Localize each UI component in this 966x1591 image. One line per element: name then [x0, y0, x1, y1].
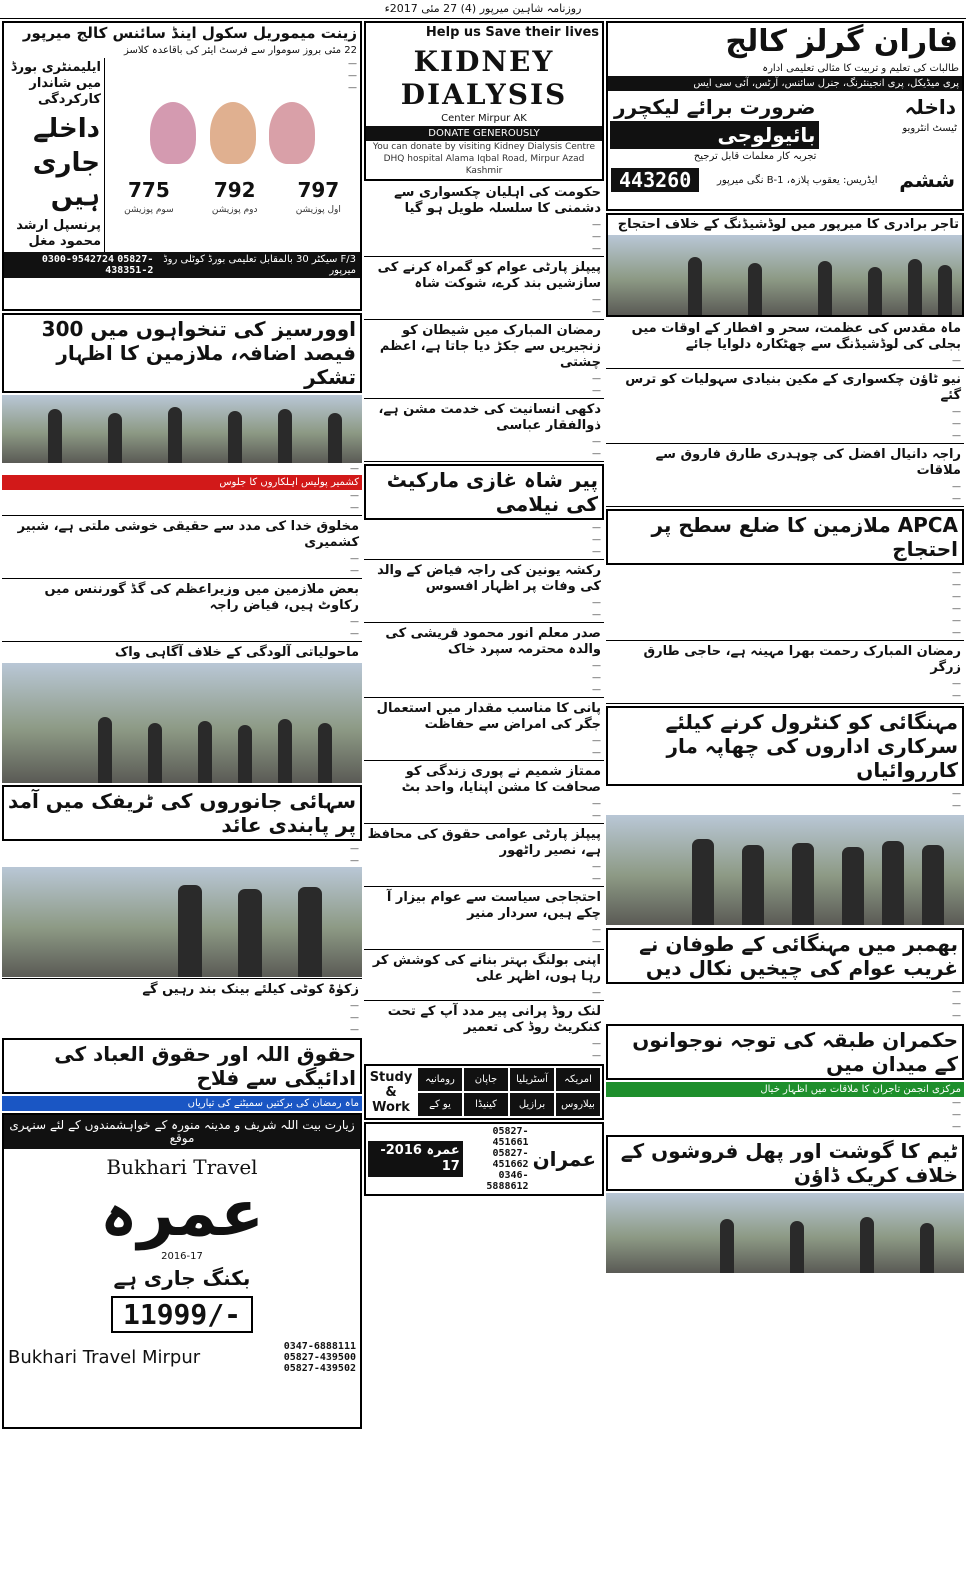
umrah-footer: Bukhari Travel Mirpur	[8, 1347, 201, 1368]
kidney-dialysis-ad	[364, 21, 604, 181]
zinat-college-ad: زینت میموریل سکول اینڈ سائنس کالج میرپور 22 مئی بروز سوموار سے فرسٹ ایئر کی باقاعدہ کلاسز — — — 797 اول پوزیشن 792 دوم پوزیشن 775 سوم پوزیشن ایلیمنٹری بورڈ میں شاندار کارکردگی داخلے جاری ہیں پرنسپل ارشد محمود مغل F/3 سیکٹر 30 بالمقابل تعلیمی بورڈ کوٹلی روڈ میرپور 0300-9542724 05827-438351-2	[2, 21, 362, 311]
faran-title: فاران گرلز کالج	[725, 24, 958, 59]
imran-umrah: عمرہ 2016-17	[368, 1141, 463, 1177]
zinat-address: F/3 سیکٹر 30 بالمقابل تعلیمی بورڈ کوٹلی روڈ میرپور	[163, 254, 356, 276]
right-news-4: رمضان المبارک رحمت بھرا مہینہ ہے، حاجی طارق زرگر	[643, 644, 961, 675]
bhimber-banner	[606, 928, 964, 984]
meeting-photo	[606, 815, 964, 925]
faran-phone: 443260	[611, 168, 699, 192]
umrah-price: 11999/-	[111, 1296, 253, 1333]
animals-banner	[2, 785, 362, 841]
huquq-banner	[2, 1038, 362, 1094]
left-news-1: مخلوق خدا کی مدد سے حقیقی خوشی ملتی ہے، شبیر کشمیری	[17, 519, 359, 550]
animals-headline: سہائی جانوروں کی ٹریفک میں آمد پر پابندی عائد	[8, 789, 356, 837]
mid-news-8: ممتاز شمیم نے پوری زندگی کو صحافت کا مشن اپنایا، واحد بٹ	[401, 764, 601, 795]
faran-subject: بائیولوجی	[610, 121, 819, 149]
country-8: یو کے	[418, 1093, 462, 1116]
country-2: آسٹریلیا	[510, 1068, 554, 1091]
middle-column: Help us Save their lives KIDNEY DIALYSIS Center Mirpur AK DONATE GENEROUSLY You can donate by visiting Kidney Dialysis Centre DHQ hospital Alama Iqbal Road, Mirpur Azad Kashmir حکومت کی اہلیان چکسواری سے دشمنی کا سلسلہ طویل ہو گیا — — — پیپلز پارٹی عوام کو گمراہ کرنے کی سازشیں بند کرے، شوکت شاہ — — رمضان المبارک میں شیطان کو زنجیریں سے جکڑ دیا جاتا ہے، اعظم چشتی — — دکھی انسانیت کی خدمت مشن ہے، ذوالفقار عباسی — — پیر شاہ غازی مارکیٹ کی نیلامی — — — رکشہ یونین کی راجہ فیاض کے والد کی وفات پر اظہار افسوس — — صدر معلم انور محمود قریشی کی والدہ محترمہ سپرد خاک — — — پانی کا مناسب مقدار میں استعمال جگر کی امراض سے حفاظت — — ممتاز شمیم نے پوری زندگی کو صحافت کا مشن اپنایا، واحد بٹ — — پیپلز پارٹی عوامی حقوق کی محافظ ہے، نصیر راٹھور — — احتجاجی سیاست سے عوام بیزار آ چکے ہیں، سردار منیر — — اپنی بولنگ بہتر بنانے کی کوشش کر رہا ہوں، اظہر علی — لنک روڈ پرانی پیر مدد آپ کے تحت کنکریٹ روڈ کی تعمیر — — امریکہ آسٹریلیا جاپان رومانیہ بیلاروس برازیل کینیڈا یو کے Study & Work عمران 05827-451661 05827-451662 0346-5888612 عمرہ 2016-17	[364, 19, 604, 1591]
umrah-agency: Bukhari Travel	[106, 1155, 258, 1179]
faran-wanted: ضرورت برائے لیکچرر	[614, 95, 816, 119]
loadshedding-story	[606, 213, 964, 317]
mid-news-9: پیپلز پارٹی عوامی حقوق کی محافظ ہے، نصیر راٹھور	[367, 827, 601, 858]
loadshedding-headline: تاجر برادری کا میرپور میں لوڈشیڈنگ کے خلاف احتجاج	[617, 217, 959, 232]
imran-ad	[364, 1122, 604, 1196]
country-5: بیلاروس	[556, 1093, 600, 1116]
result-2-marks: 792	[213, 178, 256, 202]
result-2-pos: دوم پوزیشن	[211, 205, 258, 215]
umrah-phone2: 05827-439500	[283, 1352, 356, 1363]
mid-news-5: رکشہ یونین کی راجہ فیاض کے والد کی وفات پر اظہار افسوس	[377, 563, 601, 594]
faran-admission: داخلہ	[904, 95, 956, 119]
police-photo	[2, 867, 362, 977]
huquq-headline: حقوق اللہ اور حقوق العباد کی ادائیگی سے فلاح	[54, 1042, 356, 1090]
mid-news-3: رمضان المبارک میں شیطان کو زنجیریں سے جکڑ دیا جاتا ہے، اعظم چشتی	[379, 323, 601, 370]
youth-banner	[606, 1024, 964, 1080]
imran-phone1: 05827-451661	[492, 1126, 529, 1148]
left-news-3: ماحولیاتی آلودگی کے خلاف آگاہی واک	[114, 645, 359, 660]
kidney-center: Center Mirpur AK	[441, 113, 527, 124]
apca-headline: APCA ملازمین کا ضلع سطح پر احتجاج	[651, 513, 958, 561]
youth-headline: حکمران طبقہ کی توجہ نوجوانوں کے میدان میں	[632, 1028, 958, 1076]
study-word: Study	[369, 1069, 413, 1085]
imran-name: عمران	[532, 1147, 596, 1171]
meat-banner	[606, 1135, 964, 1191]
zinat-phone1: 0300-9542724	[41, 254, 115, 265]
officials-photo	[2, 395, 362, 463]
country-7: کینیڈا	[464, 1093, 508, 1116]
imran-phone2: 05827-451662	[492, 1148, 529, 1170]
kidney-donate: DONATE GENEROUSLY	[366, 126, 602, 141]
market-photo	[606, 1193, 964, 1273]
left-column: زینت میموریل سکول اینڈ سائنس کالج میرپور 22 مئی بروز سوموار سے فرسٹ ایئر کی باقاعدہ کلاسز — — — 797 اول پوزیشن 792 دوم پوزیشن 775 سوم پوزیشن ایلیمنٹری بورڈ میں شاندار کارکردگی داخلے جاری ہیں پرنسپل ارشد محمود مغل F/3 سیکٹر 30 بالمقابل تعلیمی بورڈ کوٹلی روڈ میرپور 0300-9542724 05827-438351-2 اوورسیز کی تنخواہوں میں 300 فیصد اضافہ، ملازمین کا اظہار تشکر — کشمیر پولیس اہلکاروں کا جلوس — — مخلوق خدا کی مدد سے حقیقی خوشی ملتی ہے، شبیر کشمیری — — بعض ملازمین میں وزیراعظم کی گڈ گورننس میں رکاوٹ ہیں، فیاض راجہ — — ماحولیاتی آلودگی کے خلاف آگاہی واک سہائی جانوروں کی ٹریفک میں آمد پر پابندی عائد — — زکوٰۃ کوٹی کیلئے بینک بند رہیں گے — — — حقوق اللہ اور حقوق العباد کی ادائیگی سے فلاح ماہ رمضان کی برکتیں سمیٹنے کی تیاریاں زیارت بیت اللہ شریف و مدینہ منورہ کے خواہشمندوں کے لئے سنہری موقع Bukhari Travel عمرہ 2016-17 بکنگ جاری ہے 11999/- Bukhari Travel Mirpur 0347-6888111 05827-439500 05827-439502	[2, 19, 362, 1591]
apca-banner	[606, 509, 964, 565]
kidney-help: Help us Save their lives	[425, 25, 599, 40]
study-amp: &	[385, 1084, 397, 1100]
pirshah-banner	[364, 464, 604, 520]
student-photo-3	[148, 100, 198, 166]
student-photo-2	[208, 100, 258, 166]
left-red-bar: کشمیر پولیس اہلکاروں کا جلوس	[2, 475, 362, 490]
result-1-pos: اول پوزیشن	[295, 205, 341, 215]
country-6: برازیل	[510, 1093, 554, 1116]
country-4: رومانیہ	[418, 1068, 462, 1091]
mid-news-11: اپنی بولنگ بہتر بنانے کی کوشش کر رہا ہوں، اظہر علی	[372, 953, 601, 984]
mid-news-4: دکھی انسانیت کی خدمت مشن ہے، ذوالفقار عباسی	[378, 402, 601, 433]
right-green-bar: مرکزی انجمن تاجران کا ملاقات میں اظہار خیال	[606, 1082, 964, 1097]
mid-news-6: صدر معلم انور محمود قریشی کی والدہ محترمہ سپرد خاک	[385, 626, 601, 657]
umrah-banner: زیارت بیت اللہ شریف و مدینہ منورہ کے خواہشمندوں کے لئے سنہری موقع	[4, 1115, 360, 1149]
mid-news-12: لنک روڈ پرانی پیر مدد آپ کے تحت کنکریٹ روڈ کی تعمیر	[387, 1004, 601, 1035]
mid-news-10: احتجاجی سیاست سے عوام بیزار آ چکے ہیں، سردار منیر	[386, 890, 601, 921]
work-word: Work	[372, 1099, 410, 1115]
umrah-status: بکنگ جاری ہے	[113, 1266, 251, 1290]
student-photo-1	[267, 100, 317, 166]
zinat-admission: داخلے جاری ہیں	[32, 114, 100, 212]
right-column: فاران گرلز کالج طالبات کی تعلیم و تربیت کا مثالی تعلیمی ادارہ پری میڈیکل، پری انجینئرنگ، جنرل سائنس، آرٹس، آئی سی ایس داخلہ ٹیسٹ انٹرویو ضرورت برائے لیکچرر بائیولوجی تجربہ کار معلمات قابل ترجیح ششم ایڈریس: یعقوب پلازہ، B-1 نگی میرپور 443260 تاجر برادری کا میرپور میں لوڈشیڈنگ کے خلاف احتجاج ماہ مقدس کی عظمت، سحر و افطار کے اوقات میں بجلی کی لوڈشیڈنگ سے چھٹکارہ دلوایا جائے — نیو ٹاؤن چکسواری کے مکین بنیادی سہولیات کو ترس گئے — — — راجہ دانیال افضل کی چوہدری طارق فاروق سے ملاقات — — APCA ملازمین کا ضلع سطح پر احتجاج — — — — — — رمضان المبارک رحمت بھرا مہینہ ہے، حاجی طارق زرگر — — مہنگائی کو کنٹرول کرنے کیلئے سرکاری اداروں کی چھاپہ مار کارروائیاں — — بھمبر میں مہنگائی کے طوفان نے غریب عوام کی چیخیں نکال دیں — — — حکمران طبقہ کی توجہ نوجوانوں کے میدان میں مرکزی انجمن تاجران کا ملاقات میں اظہار خیال — — — ٹیم کا گوشت اور پھل فروشوں کے خلاف کریک ڈاؤن	[606, 19, 964, 1591]
awareness-walk-photo	[2, 663, 362, 783]
study-work-ad	[364, 1064, 604, 1120]
country-3: جاپان	[464, 1068, 508, 1091]
umrah-title: عمرہ	[100, 1177, 264, 1251]
umrah-phone3: 05827-439502	[283, 1363, 356, 1374]
result-1-marks: 797	[297, 178, 340, 202]
mid-news-1: حکومت کی اہلیان چکسواری سے دشمنی کا سلسلہ طویل ہو گیا	[394, 185, 601, 216]
result-3-marks: 775	[127, 178, 170, 202]
zinat-note: 22 مئی بروز سوموار سے فرسٹ ایئر کی باقاعدہ کلاسز	[124, 45, 357, 56]
inflation-headline: مہنگائی کو کنٹرول کرنے کیلئے سرکاری اداروں کی چھاپہ مار کارروائیاں	[665, 710, 958, 782]
zinat-side: ایلیمنٹری بورڈ میں شاندار کارکردگی	[10, 60, 101, 107]
protest-photo	[608, 235, 962, 315]
faran-address: ایڈریس: یعقوب پلازہ، B-1 نگی میرپور	[717, 174, 878, 186]
right-news-1: ماہ مقدس کی عظمت، سحر و افطار کے اوقات میں بجلی کی لوڈشیڈنگ سے چھٹکارہ دلوایا جائے	[631, 321, 961, 352]
faran-tag: طالبات کی تعلیم و تربیت کا مثالی تعلیمی ادارہ	[762, 63, 959, 74]
zinat-title: زینت میموریل سکول اینڈ سائنس کالج میرپور	[22, 24, 357, 42]
faran-test: ٹیسٹ انٹرویو	[902, 123, 957, 134]
kidney-title: KIDNEY DIALYSIS	[400, 45, 568, 111]
inflation-banner	[606, 706, 964, 786]
faran-timing: ششم	[899, 168, 955, 192]
kidney-line2: DHQ hospital Alama Iqbal Road, Mirpur Azad Kashmir	[383, 154, 585, 176]
zinat-phone2: 05827-438351-2	[105, 254, 154, 276]
left-news-4: زکوٰۃ کوٹی کیلئے بینک بند رہیں گے	[142, 982, 359, 997]
left-news-2: بعض ملازمین میں وزیراعظم کی گڈ گورننس میں رکاوٹ ہیں، فیاض راجہ	[44, 582, 359, 613]
mid-news-7: پانی کا مناسب مقدار میں استعمال جگر کی امراض سے حفاظت	[376, 701, 601, 732]
kidney-line1: You can donate by visiting Kidney Dialysis Centre	[372, 142, 596, 152]
umrah-season: 2016-17	[161, 1251, 203, 1262]
umrah-ad	[2, 1113, 362, 1429]
salaries-headline: اوورسیز کی تنخواہوں میں 300 فیصد اضافہ، ملازمین کا اظہار تشکر	[41, 317, 356, 389]
meat-headline: ٹیم کا گوشت اور پھل فروشوں کے خلاف کریک ڈاؤن	[620, 1139, 958, 1187]
imran-phone3: 0346-5888612	[486, 1170, 529, 1192]
salaries-banner	[2, 313, 362, 393]
right-news-2: نیو ٹاؤن چکسواری کے مکین بنیادی سہولیات کو ترس گئے	[625, 372, 961, 403]
left-blue-bar: ماہ رمضان کی برکتیں سمیٹنے کی تیاریاں	[2, 1096, 362, 1111]
right-news-3: راجہ دانیال افضل کی چوہدری طارق فاروق سے ملاقات	[655, 447, 961, 478]
bhimber-headline: بھمبر میں مہنگائی کے طوفان نے غریب عوام کی چیخیں نکال دیں	[639, 932, 958, 980]
result-3-pos: سوم پوزیشن	[124, 205, 174, 215]
pirshah-headline: پیر شاہ غازی مارکیٹ کی نیلامی	[386, 468, 598, 516]
faran-college-ad	[606, 21, 964, 211]
masthead: روزنامہ شاہین میرپور (4) 27 مئی 2017ء	[0, 0, 966, 19]
mid-news-2: پیپلز پارٹی عوام کو گمراہ کرنے کی سازشیں بند کرے، شوکت شاہ	[377, 260, 601, 291]
faran-experience: تجربہ کار معلمات قابل ترجیح	[693, 151, 817, 162]
country-1: امریکہ	[556, 1068, 600, 1091]
zinat-principal: پرنسپل ارشد محمود مغل	[16, 218, 101, 249]
umrah-phone1: 0347-6888111	[283, 1341, 356, 1352]
faran-courses: پری میڈیکل، پری انجینئرنگ، جنرل سائنس، آرٹس، آئی سی ایس	[608, 76, 962, 91]
